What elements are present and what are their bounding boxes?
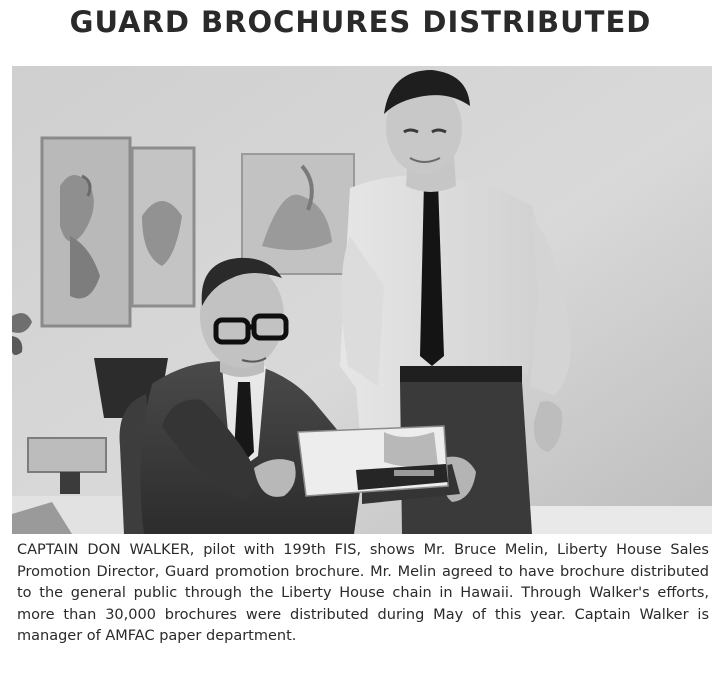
caption-body: pilot with 199th FIS, shows Mr. Bruce Melin, Liberty House Sales Promotion Director, Guard promotion brochure. Mr. Melin agreed to have brochure distributed to the general public through the Liberty House chain in Hawaii. Through Walker's efforts, more than 30,000 brochures were distributed during May of this year. Captain Walker is manager of AMFAC paper department.	[17, 542, 709, 644]
photo-caption	[17, 540, 709, 648]
framed-painting-middle	[132, 148, 194, 306]
caption-lead: CAPTAIN DON WALKER,	[17, 542, 195, 558]
framed-painting-right	[242, 154, 354, 274]
framed-painting-left	[42, 138, 130, 326]
headline: GUARD BROCHURES DISTRIBUTED	[69, 5, 652, 39]
brochure	[298, 426, 448, 496]
news-photo	[12, 66, 712, 534]
